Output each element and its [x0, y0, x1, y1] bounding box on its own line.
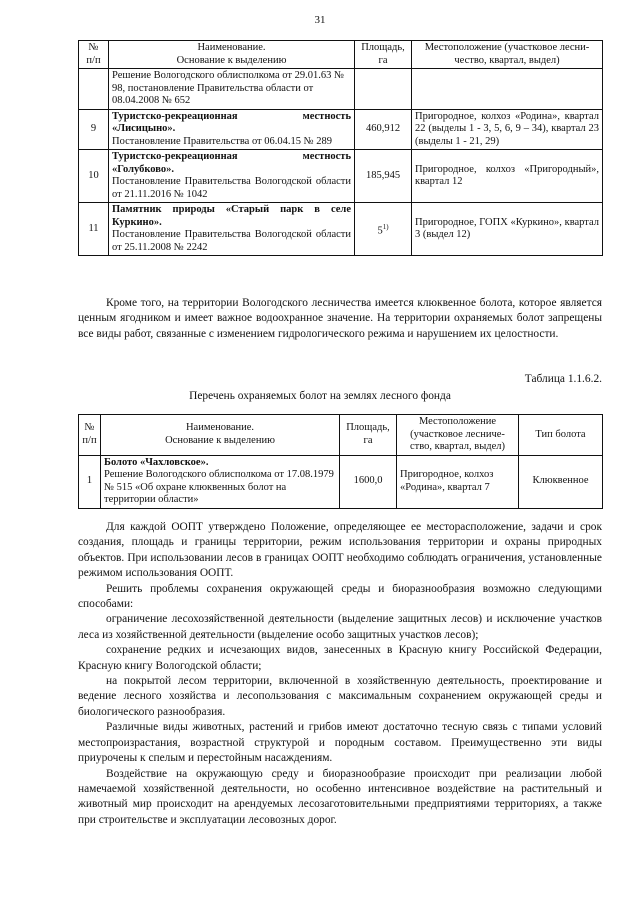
- table-row: [79, 203, 603, 256]
- cell-name-basis: Постановление Правительства Вологодской области от 21.11.2016 № 1042: [112, 176, 351, 200]
- cell-location: Пригородное, ГОПХ «Куркино», квартал 3 (выдел 12): [412, 203, 603, 256]
- cell-location: Пригородное, колхоз «Родина», квартал 7: [397, 455, 519, 508]
- protected-areas-table: [78, 40, 603, 256]
- paragraph: Воздействие на окружающую среду и биоразнообразие происходит при реализации любой намечаемой хозяйственной деятельности, но особенно интенсивное воздействие на растительный и животный мир происходит на арендуемых лесозаготовительными предприятиями территориях, а также при строительстве и эксплуатации лесовозных дорог.: [78, 767, 602, 826]
- header-type: Тип болота: [519, 415, 603, 456]
- paragraph-bogs-intro: Кроме того, на территории Вологодского лесничества имеется клюквенное болота, которое является ценным ягодником и имеет важное водоохранное значение. На территории охраняемых болот запрещены все виды работ, связанные с изменением гидрологического режима и нарушением их целостности.: [78, 297, 602, 340]
- cell-name-title: Туристско-рекреационная местность «Лисицыно».: [112, 110, 351, 134]
- cell-type: Клюквенное: [519, 455, 603, 508]
- protected-bogs-table: [78, 414, 603, 509]
- paragraph: Для каждой ООПТ утверждено Положение, определяющее ее месторасположение, задачи и срок создания, площадь и границы территории, режим использования территории и охраны природных объектов. При использовании лесов в границах ООПТ необходимо соблюдать ограничения, установленные режимом использования ООПТ.: [78, 521, 602, 580]
- cell-name: [109, 150, 355, 203]
- paragraph: сохранение редких и исчезающих видов, занесенных в Красную книгу Российской Федерации, Красную книгу Вологодской области;: [78, 644, 602, 672]
- cell-location: [412, 69, 603, 110]
- cell-name-title: Болото «Чахловское».: [104, 456, 209, 468]
- cell-num: 9: [79, 109, 109, 150]
- table-header-row: [79, 41, 603, 69]
- table-row: [79, 69, 603, 110]
- cell-num: [79, 69, 109, 110]
- header-num: № п/п: [79, 415, 101, 456]
- header-location: Местоположение (участковое лесниче- ство, квартал, выдел): [397, 415, 519, 456]
- cell-area: 1600,0: [340, 455, 397, 508]
- cell-name: [101, 455, 340, 508]
- paragraph: Различные виды животных, растений и грибов имеют достаточно тесную связь с типами условий местопроизрастания, возрастной структурой и породным составом. Преимущественно эти виды приурочены к спелым и перестойным насаждениям.: [78, 721, 602, 765]
- cell-name: [109, 69, 355, 110]
- cell-area: [355, 69, 412, 110]
- cell-area: [355, 203, 412, 256]
- table-label: Таблица 1.1.6.2.: [524, 373, 602, 385]
- table-row: [79, 455, 603, 508]
- paragraph: на покрытой лесом территории, включенной в хозяйственную деятельность, проектирование и ведение лесного хозяйства и лесопользования с максимальным сохранением окружающей среды и биологического разнообразия.: [78, 675, 602, 718]
- table-row: [79, 109, 603, 150]
- cell-name-basis: Решение Вологодского облисполкома от 17.08.1979 № 515 «Об охране клюквенных болот на территории области»: [104, 469, 334, 505]
- cell-name-basis: Постановление Правительства Вологодской области от 25.11.2008 № 2242: [112, 229, 351, 253]
- header-name: Наименование. Основание к выделению: [101, 415, 340, 456]
- cell-location: Пригородное, колхоз «Пригородный», квартал 12: [412, 150, 603, 203]
- header-area: Площадь, га: [340, 415, 397, 456]
- cell-name: [109, 203, 355, 256]
- header-name: Наименование. Основание к выделению: [109, 41, 355, 69]
- cell-name-text: Решение Вологодского облисполкома от 29.01.63 № 98, постановление Правительства области от 08.04.2008 № 652: [112, 70, 344, 106]
- cell-area: 185,945: [355, 150, 412, 203]
- table-title: Перечень охраняемых болот на землях лесного фонда: [189, 390, 451, 402]
- paragraph: Решить проблемы сохранения окружающей среды и биоразнообразия возможно следующими способами:: [78, 582, 602, 611]
- paragraph: ограничение лесохозяйственной деятельности (выделение защитных лесов) и исключение участков леса из хозяйственной деятельности (выделение особо защитных участков лесов);: [78, 613, 602, 641]
- table-row: [79, 150, 603, 203]
- cell-name-basis: Постановление Правительства от 06.04.15 № 289: [112, 135, 333, 147]
- header-area: Площадь, га: [355, 41, 412, 69]
- cell-area: 460,912: [355, 109, 412, 150]
- table-header-row: [79, 415, 603, 456]
- cell-num: 1: [79, 455, 101, 508]
- cell-location: Пригородное, колхоз «Родина», квартал 22 (выделы 1 - 3, 5, 6, 9 – 34), квартал 23 (выделы 1 - 21, 29): [412, 109, 603, 150]
- cell-num: 10: [79, 150, 109, 203]
- cell-area-value: 5: [377, 225, 383, 236]
- cell-name-title: Туристско-рекреационная местность «Голубково».: [112, 151, 351, 175]
- cell-num: 11: [79, 203, 109, 256]
- header-location: Местоположение (участковое лесни- чество, квартал, выдел): [412, 41, 603, 69]
- cell-name: [109, 109, 355, 150]
- header-num: № п/п: [79, 41, 109, 69]
- page-number: 31: [314, 14, 326, 26]
- cell-name-title: Памятник природы «Старый парк в селе Куркино».: [112, 204, 351, 228]
- body-text: [78, 520, 602, 828]
- footnote-mark: 1): [382, 222, 389, 231]
